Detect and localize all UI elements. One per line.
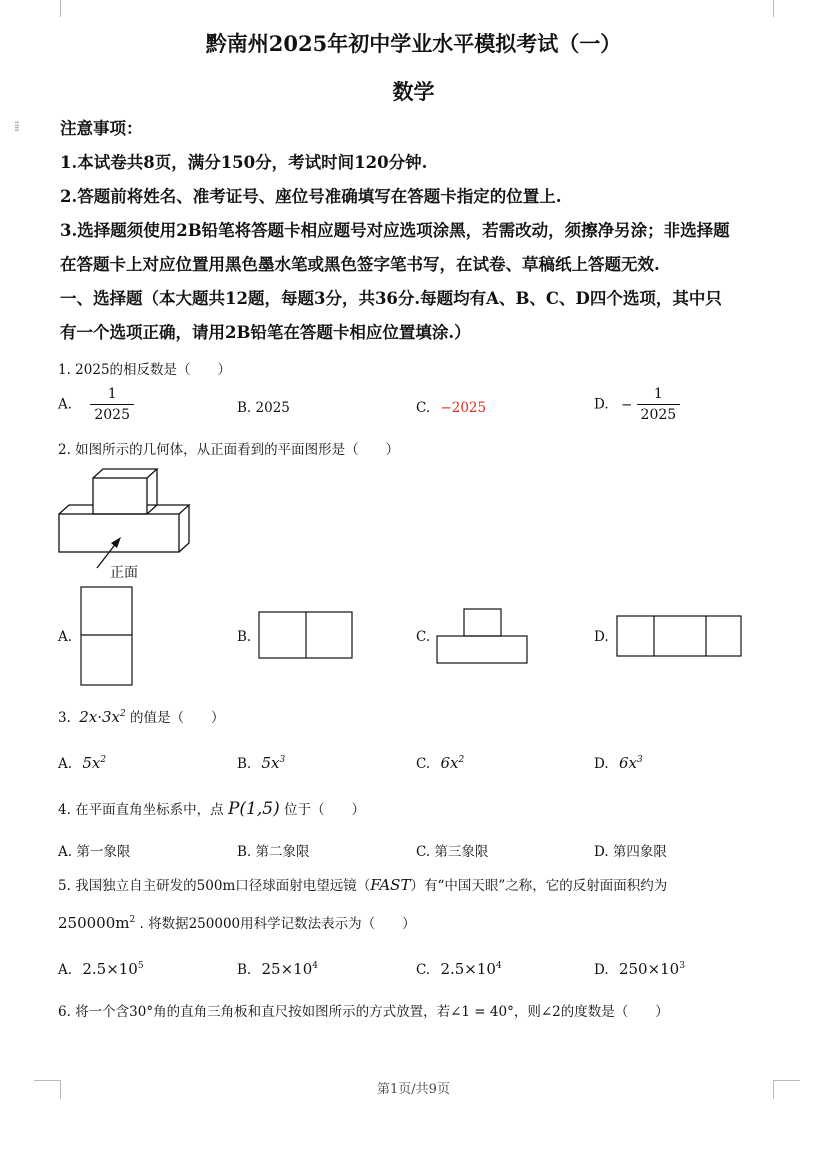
q5-b-label: B. xyxy=(237,962,252,978)
q1-d-den: 2025 xyxy=(640,407,677,423)
q5-b-value: $25\times 10^4$ xyxy=(261,960,318,978)
q3-a-value: $5x^2$ xyxy=(82,754,107,772)
q3-stem xyxy=(58,706,225,726)
q5-c-label: C. xyxy=(416,962,431,978)
q1-b-label: B. xyxy=(237,400,252,416)
notes-item-1: 1.本试卷共8页，满分150分，考试时间120分钟. xyxy=(60,153,428,172)
q5-option-c[interactable] xyxy=(416,960,502,978)
notes-block xyxy=(60,112,790,350)
q3-option-c[interactable] xyxy=(416,754,464,772)
q5-line1-suffix: ）有“中国天眼”之称，它的反射面面积约为 xyxy=(410,878,668,894)
q5-c-value: $2.5\times 10^4$ xyxy=(440,960,502,978)
q5-line2-suffix: . 将数据250000用科学记数法表示为（ ） xyxy=(139,916,416,932)
q2-option-c-figure[interactable] xyxy=(436,608,530,666)
q3-d-value: $6x^3$ xyxy=(618,754,643,772)
q5-line1 xyxy=(58,874,667,894)
q1-a-num: 1 xyxy=(90,386,134,405)
q2-option-b-label[interactable]: B. xyxy=(237,629,252,645)
page-footer: 第1页/共9页 xyxy=(377,1082,450,1097)
q5-option-a[interactable] xyxy=(58,960,144,978)
q5-a-label: A. xyxy=(58,962,73,978)
q3-expr-text: 2x·3x xyxy=(79,708,120,726)
q1-option-b[interactable] xyxy=(237,400,290,416)
section-heading-line2: 有一个选项正确，请用2B铅笔在答题卡相应位置填涂.） xyxy=(60,323,471,342)
notes-heading: 注意事项： xyxy=(60,119,143,138)
subject-title: 数学 xyxy=(392,79,435,104)
q4-stem xyxy=(58,798,365,819)
q1-b-text: 2025 xyxy=(255,400,290,416)
q1-a-den: 2025 xyxy=(94,407,130,423)
q5-option-b[interactable] xyxy=(237,960,318,978)
q3-a-label: A. xyxy=(58,756,73,772)
q1-option-d[interactable] xyxy=(594,386,680,423)
q2-option-a-figure[interactable] xyxy=(80,586,134,688)
q3-expr-exp: 2 xyxy=(119,709,126,719)
q5-prefix: 5. 我国独立自主研发的500m口径球面射电望远镜（ xyxy=(58,878,371,894)
q3-expression xyxy=(79,708,126,726)
q1-a-fraction xyxy=(90,386,134,423)
q5-fast: FAST xyxy=(370,876,411,894)
q3-number: 3. xyxy=(58,710,71,726)
q2-option-c-label[interactable]: C. xyxy=(416,629,431,645)
q1-c-label: C. xyxy=(416,400,431,416)
q5-area: $250000m^2$ xyxy=(58,914,136,932)
q1-d-label: D. xyxy=(594,396,609,413)
q3-c-value: $6x^2$ xyxy=(440,754,465,772)
q4-point: P(1,5) xyxy=(227,799,280,819)
q1-option-c[interactable] xyxy=(416,400,486,416)
q5-d-label: D. xyxy=(594,962,609,978)
q1-c-text: −2025 xyxy=(440,400,487,416)
q2-option-d-figure[interactable] xyxy=(616,615,744,659)
q3-d-label: D. xyxy=(594,756,609,772)
crop-mark-top-right xyxy=(773,0,800,17)
q3-b-label: B. xyxy=(237,756,252,772)
section-heading-line1: 一、选择题（本大题共12题，每题3分，共36分.每题均有A、B、C、D四个选项，其中只 xyxy=(60,289,722,308)
q6-stem: 6. 将一个含30°角的直角三角板和直尺按如图所示的方式放置，若∠1 = 40°，则∠2的度数是（ ） xyxy=(58,1004,669,1020)
q5-d-value: $250\times 10^3$ xyxy=(618,960,685,978)
q5-line2 xyxy=(58,912,416,932)
q4-suffix: 位于（ ） xyxy=(284,802,366,818)
q3-c-label: C. xyxy=(416,756,431,772)
q1-stem: 1. 2025的相反数是（ ） xyxy=(58,362,232,378)
q5-a-value: $2.5\times 10^5$ xyxy=(82,960,144,978)
q4-option-a[interactable]: A. 第一象限 xyxy=(58,844,131,860)
q2-stem: 2. 如图所示的几何体，从正面看到的平面图形是（ ） xyxy=(58,442,400,458)
q1-d-fraction xyxy=(637,386,681,423)
q2-option-a-label[interactable]: A. xyxy=(58,629,73,645)
q3-option-a[interactable] xyxy=(58,754,106,772)
q2-option-b-figure[interactable] xyxy=(258,611,354,661)
notes-item-3-line2: 在答题卡上对应位置用黑色墨水笔或黑色签字笔书写，在试卷、草稿纸上答题无效. xyxy=(60,255,660,274)
exam-title: 黔南州2025年初中学业水平模拟考试（一） xyxy=(205,31,622,56)
q4-prefix: 4. 在平面直角坐标系中，点 xyxy=(58,802,224,818)
q1-d-num: 1 xyxy=(637,386,681,405)
drag-handle-icon[interactable]: ⁞⁞ xyxy=(14,119,18,135)
q4-option-c[interactable]: C. 第三象限 xyxy=(416,844,489,860)
q4-option-d[interactable]: D. 第四象限 xyxy=(594,844,667,860)
q2-front-label: 正面 xyxy=(110,565,138,581)
q3-option-d[interactable] xyxy=(594,754,643,772)
q1-a-label: A. xyxy=(58,396,73,413)
q4-option-b[interactable]: B. 第二象限 xyxy=(237,844,310,860)
q3-suffix: 的值是（ ） xyxy=(130,710,225,726)
q3-b-value: $5x^3$ xyxy=(261,754,286,772)
q5-option-d[interactable] xyxy=(594,960,685,978)
notes-item-2: 2.答题前将姓名、准考证号、座位号准确填写在答题卡指定的位置上. xyxy=(60,187,562,206)
q3-option-b[interactable] xyxy=(237,754,285,772)
crop-mark-top-left xyxy=(34,0,61,17)
q1-option-a[interactable] xyxy=(58,386,134,423)
q2-option-d-label[interactable]: D. xyxy=(594,629,609,645)
q1-d-sign: − xyxy=(620,396,633,413)
notes-item-3-line1: 3.选择题须使用2B铅笔将答题卡相应题号对应选项涂黑，若需改动，须擦净另涂；非选择题 xyxy=(60,221,730,240)
